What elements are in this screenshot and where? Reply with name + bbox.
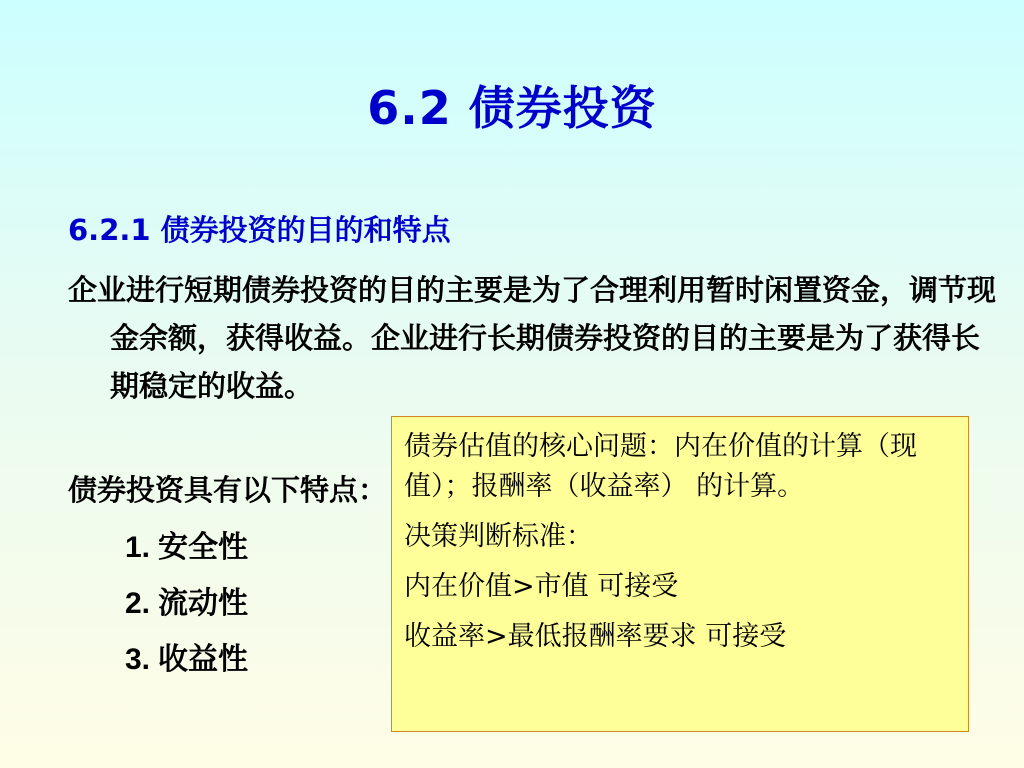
list-item-number: 3. <box>125 643 151 676</box>
valuation-callout-box <box>391 416 969 732</box>
callout-criterion-value: 内在价值>市值 可接受 <box>404 571 679 602</box>
list-item <box>125 632 248 688</box>
list-item-label: 收益性 <box>158 642 249 677</box>
list-item-label: 流动性 <box>158 586 249 621</box>
features-intro: 债券投资具有以下特点： <box>68 473 388 507</box>
list-item-label: 安全性 <box>158 530 249 565</box>
slide-title: 6.2 债券投资 <box>367 81 657 135</box>
list-item <box>125 520 248 576</box>
list-item-number: 1. <box>125 531 151 564</box>
section-heading: 6.2.1 债券投资的目的和特点 <box>68 213 451 247</box>
list-item-number: 2. <box>125 587 151 620</box>
callout-criteria-heading: 决策判断标准： <box>404 521 593 552</box>
feature-list <box>125 520 248 688</box>
purpose-paragraph: 企业进行短期债券投资的目的主要是为了合理利用暂时闲置资金，调节现金余额，获得收益。企业进行长期债券投资的目的主要是为了获得长期稳定的收益。 <box>68 273 997 403</box>
list-item <box>125 576 248 632</box>
callout-core-issue: 债券估值的核心问题：内在价值的计算（现值）；报酬率（收益率） 的计算。 <box>404 431 917 502</box>
callout-criterion-yield: 收益率>最低报酬率要求 可接受 <box>404 621 787 652</box>
